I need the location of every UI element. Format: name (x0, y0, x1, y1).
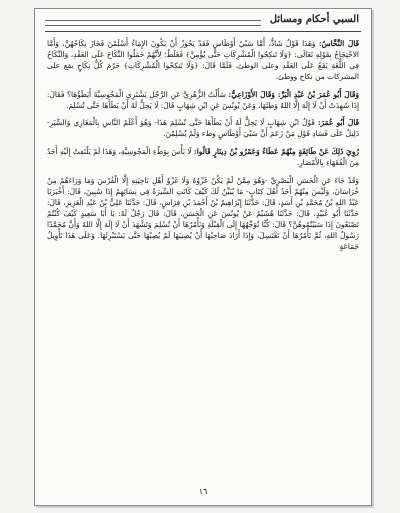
paragraph-text: قَوْلُ ابْنِ شِهَابٍ لَا يَحِلُّ لَهُ أَنْ يَطَأَهَا حَتَّى تُسْلِمَ هَذَا- وَهُوَ أَعْلَمُ النَّاسِ بِالْمَغَازِي وَالسِّيَرِ- دَلِيلٌ عَلَى فَسَادِ قَوْلِ مَنْ زَعَمَ أَنَّ سَبْيَ أَوْطَاسٍ وطء وَلَمْ يُسْلِمْنَ. (47, 118, 359, 139)
running-header (45, 13, 361, 30)
paragraph-1 (47, 39, 359, 83)
paragraph-lead: قَالَ النَّحَّاسُ: (318, 39, 359, 48)
paragraph-3 (47, 118, 359, 140)
book-page (34, 8, 372, 506)
paragraph-text: وَهَذَا قَوْلٌ شَاذٌّ، أَمَّا سَبْيُ أَوْطَاسٍ فَقَدْ يَجُوزُ أَنْ يَكُونَ الإِمَاءُ أَسْلَمْنَ فَجَازَ نِكَاحُهُنَّ، وَأَمَّا الاحْتِجَاجُ بِقَوْلِهِ تَعَالَى: ﴿وَلَا تَنكِحُوا الْمُشْرِكَاتِ حَتَّى يُؤْمِنَّ﴾ فَغَلَطٌ؛ لِأَنَّهُمْ حَمَلُوا النِّكَاحَ عَلَى العَقْدِ، وَالنِّكَاحُ فِي اللُّغَةِ يَقَعُ عَلَى العَقْدِ وعلى الوطئ، فَلَمَّا قَالَ: ﴿وَلَا تَنكِحُوا الْمُشْرِكَاتِ﴾ حَرُمَ كُلُّ نِكَاحٍ يقع على المشركات من نكاح ووطئ. (47, 39, 359, 81)
paragraph-text: سَأَلْتُ الزُّهْرِيَّ عَنِ الرَّجُلِ يَشْتَرِي الْمَجُوسِيَّةَ أَيَطَؤُهَا؟ فَقَالَ: إِذَا شَهِدَتْ أَنْ لَا إِلَهَ إِلَّا اللهُ وَطِئَهَا، وَعَنْ يُونُسَ عَنِ ابْنِ شِهَابٍ قَالَ: لَا يَحِلُّ لَهُ أَنْ يَطَأَهَا حَتَّى تُسْلِمَ. (47, 89, 359, 110)
paragraph-2 (47, 90, 359, 112)
paragraph-lead: وَقَالَ أَبُو عُمَرَ بْنُ عَبْدِ الْبَرِّ: وَقَالَ الأَوْزَاعِيُّ: (228, 89, 359, 99)
page-number: ١٦ (198, 487, 208, 496)
paragraph-lead: رُوِيَ ذَلِكَ عَنْ طَائِفَةٍ مِنْهُمْ عَطَاءٌ وَعَمْرُو بْنُ دِينَارٍ قَالُوا: (194, 147, 359, 157)
page-body (47, 39, 359, 259)
paragraph-5 (47, 176, 359, 252)
header-title: السبي أحكام ومسائل (269, 14, 359, 25)
paragraph-text: لَا بَأْسَ بِوَطْءِ الْمَجُوسِيَّةِ، وَهَذَا لَمْ يَلْتَفِتْ إِلَيْهِ أَحَدٌ مِنَ الْفُقَهَاءِ بِالأَمْصَارِ. (47, 147, 359, 168)
header-ornament (45, 20, 261, 26)
paragraph-4 (47, 147, 359, 169)
paragraph-text: وَقَدْ جَاءَ عَنِ الْحَسَنِ الْبَصْرِيِّ -وَهُوَ مِمَّنْ لَمْ يَكُنْ غَزْوُهُ وَلَا غَزْوُ أَهْلِ نَاحِيَتِهِ إِلَّا الْفُرْسَ وَمَا وَرَاءَهُمْ مِنْ خُرَاسَانَ، وَلَيْسَ مِنْهُمْ أَحَدٌ أَهْلَ كِتَابٍ- مَا يُبَيِّنُ لَكَ كَيْفَ كَانَتِ السِّيرَةُ فِي نِسَائِهِمْ إِذَا سُبِينَ، قَالَ: أَخْبَرَنَا عَبْدُ اللهِ بْنُ مُحَمَّدِ بْنِ أَسَدٍ، قَالَ: حَدَّثَنَا إِبْرَاهِيمُ بْنُ أَحْمَدَ بْنِ فِرَاسٍ، قَالَ: حَدَّثَنَا عَلِيُّ بْنُ عَبْدِ الْعَزِيزِ، قَالَ: حَدَّثَنَا أَبُو عُبَيْدٍ، قَالَ: حَدَّثَنَا هُشَيْمٌ عَنْ يُونُسَ عَنِ الْحَسَنِ، قَالَ: قَالَ رَجُلٌ لَهُ: يَا أَبَا سَعِيدٍ كَيْفَ كُنْتُمْ تَصْنَعُونَ إِذَا سَبَيْتُمُوهُنَّ؟ قَالَ: كُنَّا نُوَجِّهُهَا إِلَى الْقِبْلَةِ وَنَأْمُرُهَا أَنْ تُسْلِمَ وَتَشْهَدَ أَنْ لَا إِلَهَ إِلَّا اللهُ وَأَنَّ مُحَمَّدًا رَسُولُ اللهِ، ثُمَّ نَأْمُرُهَا أَنْ تَغْتَسِلَ، وَإِذَا أَرَادَ صَاحِبُهَا أَنْ يُصِيبَهَا لَمْ يُصِبْهَا حَتَّى يَسْتَبْرِئَهَا. وَعَلَى هَذَا تَأْوِيلُ جَمَاعَةٍ (47, 176, 359, 251)
header-rule (45, 31, 361, 32)
paragraph-lead: قَالَ أَبُو عُمَرَ: (317, 118, 359, 128)
